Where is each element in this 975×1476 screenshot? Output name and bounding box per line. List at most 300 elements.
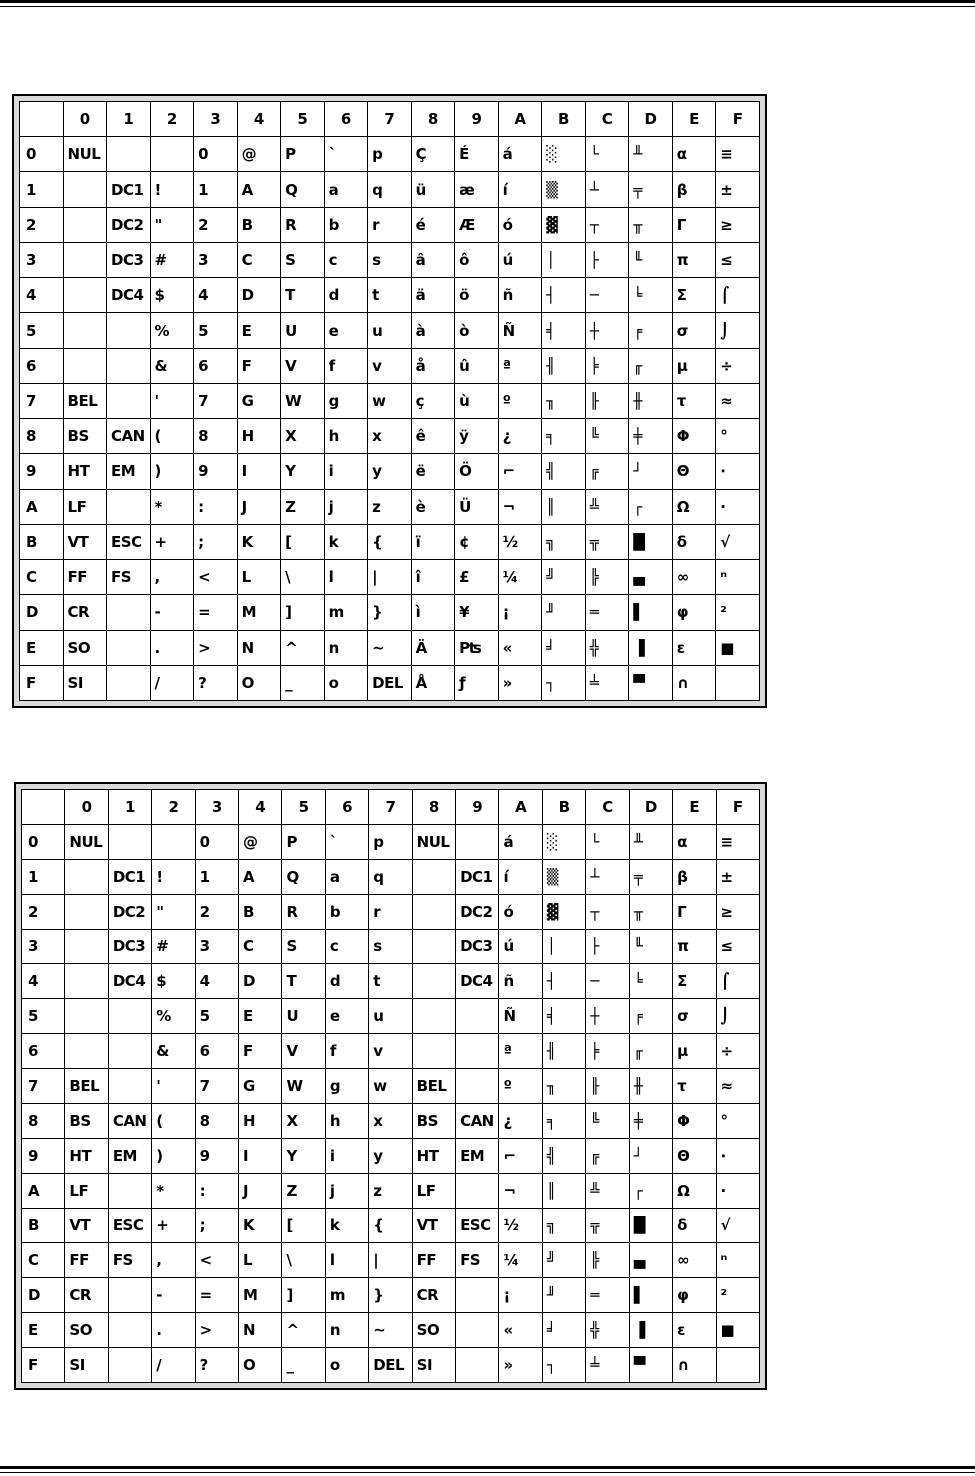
char-cell: ' <box>152 1069 195 1104</box>
char-cell: ÿ <box>455 419 499 454</box>
char-cell: , <box>150 560 194 595</box>
char-cell: ▒ <box>542 172 586 207</box>
char-cell: ≤ <box>716 929 760 964</box>
char-cell: ₧ <box>455 630 499 665</box>
char-cell: D <box>237 278 281 313</box>
table-row <box>20 489 760 524</box>
char-cell: \ <box>282 1243 325 1278</box>
char-cell: FS <box>107 560 151 595</box>
char-cell: FS <box>456 1243 499 1278</box>
char-cell: ╪ <box>629 1103 672 1138</box>
char-cell: ⁿ <box>716 560 760 595</box>
char-cell: ú <box>498 242 542 277</box>
char-cell: ■ <box>716 1313 760 1348</box>
char-cell: Ñ <box>499 999 542 1034</box>
column-header: 8 <box>412 790 455 825</box>
char-cell: ε <box>672 630 716 665</box>
char-cell <box>108 1173 151 1208</box>
char-cell <box>107 489 151 524</box>
column-header: 2 <box>152 790 195 825</box>
char-cell: EM <box>107 454 151 489</box>
char-cell: Z <box>281 489 325 524</box>
char-cell: ╫ <box>629 1069 672 1104</box>
char-cell: É <box>455 137 499 172</box>
header-row <box>22 790 760 825</box>
char-cell: _ <box>282 1348 325 1383</box>
char-cell <box>63 207 107 242</box>
char-cell <box>65 859 108 894</box>
table-row <box>22 1348 760 1383</box>
char-cell: ? <box>195 1348 238 1383</box>
char-cell <box>63 348 107 383</box>
column-header: F <box>716 102 760 137</box>
char-cell: NUL <box>412 824 455 859</box>
char-cell: CAN <box>107 419 151 454</box>
table-row <box>20 560 760 595</box>
char-cell <box>456 999 499 1034</box>
char-cell: U <box>281 313 325 348</box>
table-row <box>22 1103 760 1138</box>
char-cell: W <box>281 383 325 418</box>
char-cell: [ <box>281 524 325 559</box>
char-cell: ∞ <box>672 560 716 595</box>
char-cell: - <box>152 1278 195 1313</box>
char-cell: DC1 <box>456 859 499 894</box>
char-cell: ` <box>324 137 368 172</box>
char-cell: DC1 <box>108 859 151 894</box>
char-cell: ¡ <box>498 595 542 630</box>
char-cell: ° <box>716 1103 760 1138</box>
row-header: 5 <box>20 313 64 348</box>
row-header: 6 <box>20 348 64 383</box>
column-header: E <box>672 102 716 137</box>
char-cell: VT <box>65 1208 108 1243</box>
char-cell <box>108 1069 151 1104</box>
char-cell: ╒ <box>629 999 672 1034</box>
char-cell: + <box>150 524 194 559</box>
char-cell: ╦ <box>585 524 629 559</box>
char-cell: ^ <box>281 630 325 665</box>
char-cell: 7 <box>194 383 238 418</box>
char-cell: FS <box>108 1243 151 1278</box>
char-cell: CR <box>65 1278 108 1313</box>
char-cell: █ <box>629 524 673 559</box>
table-row <box>22 1243 760 1278</box>
char-cell: ç <box>411 383 455 418</box>
char-cell: ; <box>194 524 238 559</box>
char-cell: ▄ <box>629 1243 672 1278</box>
char-cell: b <box>324 207 368 242</box>
table-row <box>22 1069 760 1104</box>
char-cell: B <box>237 207 281 242</box>
char-cell: ╠ <box>585 560 629 595</box>
char-cell: l <box>325 1243 368 1278</box>
char-cell: ┬ <box>586 894 629 929</box>
char-cell: ? <box>194 665 238 700</box>
char-cell: ┴ <box>586 859 629 894</box>
char-cell: ╫ <box>629 383 673 418</box>
char-cell: ) <box>150 454 194 489</box>
char-cell: 1 <box>195 859 238 894</box>
char-cell: ╩ <box>586 1173 629 1208</box>
char-cell: σ <box>673 999 716 1034</box>
char-cell: ├ <box>586 929 629 964</box>
char-cell: ƒ <box>455 665 499 700</box>
char-cell: ½ <box>499 1208 542 1243</box>
char-cell: Ü <box>455 489 499 524</box>
char-cell: R <box>281 207 325 242</box>
char-cell: Æ <box>455 207 499 242</box>
char-cell: ▒ <box>542 859 585 894</box>
char-cell <box>108 824 151 859</box>
char-cell: o <box>325 1348 368 1383</box>
char-cell <box>107 665 151 700</box>
char-cell: ╘ <box>629 964 672 999</box>
char-cell: ~ <box>368 630 412 665</box>
row-header: 6 <box>22 1034 65 1069</box>
char-cell: ╜ <box>542 1278 585 1313</box>
char-cell: BS <box>65 1103 108 1138</box>
code-table-1 <box>19 101 760 701</box>
char-cell <box>108 1278 151 1313</box>
char-cell: SI <box>412 1348 455 1383</box>
char-cell: ▀ <box>629 1348 672 1383</box>
char-cell: ░ <box>542 824 585 859</box>
char-cell <box>108 999 151 1034</box>
char-cell: ═ <box>586 1278 629 1313</box>
char-cell: w <box>369 1069 412 1104</box>
char-cell: ║ <box>542 489 586 524</box>
char-cell: î <box>411 560 455 595</box>
char-cell: â <box>411 242 455 277</box>
char-cell: φ <box>673 1278 716 1313</box>
char-cell: ▓ <box>542 207 586 242</box>
column-header: 2 <box>150 102 194 137</box>
row-header: 8 <box>20 419 64 454</box>
char-cell: 7 <box>195 1069 238 1104</box>
char-cell <box>108 1034 151 1069</box>
char-cell <box>63 172 107 207</box>
char-cell: ┤ <box>542 278 586 313</box>
char-cell: E <box>237 313 281 348</box>
char-cell: β <box>673 859 716 894</box>
char-cell: 8 <box>195 1103 238 1138</box>
column-header: 4 <box>239 790 282 825</box>
char-cell: & <box>152 1034 195 1069</box>
char-cell <box>108 1348 151 1383</box>
char-cell: BS <box>63 419 107 454</box>
char-cell: 0 <box>194 137 238 172</box>
char-cell: } <box>369 1278 412 1313</box>
char-cell: └ <box>585 137 629 172</box>
row-header: 0 <box>20 137 64 172</box>
char-cell: │ <box>542 929 585 964</box>
char-cell: 3 <box>195 929 238 964</box>
char-cell <box>65 1034 108 1069</box>
char-cell: M <box>239 1278 282 1313</box>
column-header: F <box>716 790 760 825</box>
column-header: A <box>499 790 542 825</box>
char-cell: @ <box>237 137 281 172</box>
column-header: 7 <box>368 102 412 137</box>
char-cell: ╤ <box>629 859 672 894</box>
table-row <box>22 894 760 929</box>
char-cell: ù <box>455 383 499 418</box>
char-cell: BEL <box>412 1069 455 1104</box>
row-header: A <box>22 1173 65 1208</box>
char-cell: : <box>194 489 238 524</box>
table-row <box>22 1138 760 1173</box>
char-cell: D <box>239 964 282 999</box>
row-header: 9 <box>20 454 64 489</box>
char-cell: SI <box>65 1348 108 1383</box>
char-cell: ª <box>499 1034 542 1069</box>
char-cell: ⌡ <box>716 999 760 1034</box>
char-cell: ¿ <box>499 1103 542 1138</box>
char-cell: ñ <box>498 278 542 313</box>
char-cell: ¿ <box>498 419 542 454</box>
char-cell: O <box>239 1348 282 1383</box>
char-cell: < <box>195 1243 238 1278</box>
char-cell: g <box>324 383 368 418</box>
char-cell: Ö <box>455 454 499 489</box>
char-cell: ┬ <box>585 207 629 242</box>
char-cell: ╞ <box>585 348 629 383</box>
char-cell: CR <box>412 1278 455 1313</box>
char-cell: BEL <box>65 1069 108 1104</box>
char-cell: n <box>325 1313 368 1348</box>
char-cell: « <box>498 630 542 665</box>
char-cell: } <box>368 595 412 630</box>
char-cell: A <box>237 172 281 207</box>
table-row <box>20 630 760 665</box>
char-cell: M <box>237 595 281 630</box>
char-cell: DC3 <box>108 929 151 964</box>
char-cell: ─ <box>586 964 629 999</box>
char-cell: ESC <box>108 1208 151 1243</box>
column-header: 9 <box>455 102 499 137</box>
char-cell <box>456 1313 499 1348</box>
char-cell: G <box>239 1069 282 1104</box>
char-cell: τ <box>672 383 716 418</box>
char-cell: ú <box>499 929 542 964</box>
char-cell: ╙ <box>629 929 672 964</box>
char-cell: º <box>499 1069 542 1104</box>
column-header: 1 <box>108 790 151 825</box>
char-cell: N <box>237 630 281 665</box>
char-cell <box>456 1173 499 1208</box>
char-cell: ■ <box>716 630 760 665</box>
row-header: 4 <box>22 964 65 999</box>
char-cell: ⌐ <box>498 454 542 489</box>
char-cell: [ <box>282 1208 325 1243</box>
char-cell: n <box>324 630 368 665</box>
char-cell: ö <box>455 278 499 313</box>
char-cell: r <box>369 894 412 929</box>
char-cell: ª <box>498 348 542 383</box>
char-cell: I <box>237 454 281 489</box>
char-cell: ü <box>411 172 455 207</box>
char-cell: Σ <box>672 278 716 313</box>
char-cell: π <box>672 242 716 277</box>
table-row <box>22 824 760 859</box>
char-cell: ï <box>411 524 455 559</box>
char-cell: ≈ <box>716 383 760 418</box>
char-cell: ó <box>499 894 542 929</box>
char-cell: ▓ <box>542 894 585 929</box>
table-row <box>20 207 760 242</box>
char-cell: ╖ <box>542 383 586 418</box>
column-header: D <box>629 790 672 825</box>
char-cell: ╒ <box>629 313 673 348</box>
char-cell: Φ <box>672 419 716 454</box>
char-cell: i <box>325 1138 368 1173</box>
char-cell: DC2 <box>456 894 499 929</box>
char-cell: SO <box>65 1313 108 1348</box>
char-cell: ≤ <box>716 242 760 277</box>
char-cell <box>107 313 151 348</box>
char-cell: » <box>498 665 542 700</box>
table-row <box>22 1278 760 1313</box>
char-cell: @ <box>239 824 282 859</box>
char-cell: ⌠ <box>716 278 760 313</box>
char-cell: ┼ <box>586 999 629 1034</box>
row-header: F <box>20 665 64 700</box>
char-cell: ╥ <box>629 207 673 242</box>
char-cell: ╡ <box>542 313 586 348</box>
char-cell: DEL <box>369 1348 412 1383</box>
char-cell: ╖ <box>542 1069 585 1104</box>
bottom-rule <box>0 1466 975 1475</box>
table-row <box>20 595 760 630</box>
char-cell: ± <box>716 859 760 894</box>
char-cell: µ <box>672 348 716 383</box>
char-cell: R <box>282 894 325 929</box>
char-cell: m <box>324 595 368 630</box>
char-cell: s <box>368 242 412 277</box>
char-cell: ÷ <box>716 1034 760 1069</box>
char-cell: ▄ <box>629 560 673 595</box>
char-cell: w <box>368 383 412 418</box>
char-cell: 8 <box>194 419 238 454</box>
char-cell: O <box>237 665 281 700</box>
row-header: 1 <box>20 172 64 207</box>
char-cell: ⁿ <box>716 1243 760 1278</box>
char-cell: ┴ <box>585 172 629 207</box>
char-cell: . <box>152 1313 195 1348</box>
table-row <box>22 929 760 964</box>
char-cell: V <box>282 1034 325 1069</box>
column-header: 6 <box>324 102 368 137</box>
char-cell: DC2 <box>108 894 151 929</box>
char-cell: I <box>239 1138 282 1173</box>
char-cell: L <box>239 1243 282 1278</box>
char-cell <box>716 1348 760 1383</box>
char-cell: d <box>325 964 368 999</box>
char-cell <box>107 383 151 418</box>
char-cell: b <box>325 894 368 929</box>
char-cell: W <box>282 1069 325 1104</box>
char-cell: ╪ <box>629 419 673 454</box>
column-header: 4 <box>237 102 281 137</box>
char-cell: ┼ <box>585 313 629 348</box>
column-header: 5 <box>282 790 325 825</box>
char-cell: * <box>150 489 194 524</box>
char-cell: √ <box>716 1208 760 1243</box>
char-cell: Q <box>282 859 325 894</box>
char-cell: ╜ <box>542 595 586 630</box>
char-cell: P <box>281 137 325 172</box>
char-cell: NUL <box>65 824 108 859</box>
char-cell: ╩ <box>585 489 629 524</box>
char-cell: ) <box>152 1138 195 1173</box>
char-cell: 4 <box>195 964 238 999</box>
char-cell: é <box>411 207 455 242</box>
char-cell: ñ <box>499 964 542 999</box>
char-cell: C <box>237 242 281 277</box>
char-cell: ó <box>498 207 542 242</box>
char-cell: HT <box>65 1138 108 1173</box>
char-cell: ╗ <box>542 1208 585 1243</box>
row-header: 7 <box>22 1069 65 1104</box>
char-cell: DC3 <box>456 929 499 964</box>
column-header: 3 <box>195 790 238 825</box>
char-cell <box>412 1034 455 1069</box>
char-cell: ╞ <box>586 1034 629 1069</box>
char-cell: # <box>152 929 195 964</box>
table-row <box>20 665 760 700</box>
char-cell: X <box>282 1103 325 1138</box>
corner-cell <box>22 790 65 825</box>
char-cell <box>107 595 151 630</box>
char-cell: HT <box>412 1138 455 1173</box>
char-cell: z <box>368 489 412 524</box>
row-header: 8 <box>22 1103 65 1138</box>
char-cell: V <box>281 348 325 383</box>
table-row <box>22 1034 760 1069</box>
char-cell: ╙ <box>629 242 673 277</box>
table-row <box>20 242 760 277</box>
char-cell: a <box>325 859 368 894</box>
char-cell: " <box>152 894 195 929</box>
char-cell: y <box>368 454 412 489</box>
char-cell: Ω <box>672 489 716 524</box>
char-cell: S <box>281 242 325 277</box>
char-cell: EM <box>108 1138 151 1173</box>
char-cell: ┌ <box>629 489 673 524</box>
char-cell: v <box>368 348 412 383</box>
char-cell: Z <box>282 1173 325 1208</box>
char-cell: NUL <box>63 137 107 172</box>
header-row <box>20 102 760 137</box>
char-cell: # <box>150 242 194 277</box>
char-cell: φ <box>672 595 716 630</box>
char-cell: DC4 <box>107 278 151 313</box>
column-header: D <box>629 102 673 137</box>
char-cell: 6 <box>194 348 238 383</box>
char-cell: LF <box>65 1173 108 1208</box>
row-header: 4 <box>20 278 64 313</box>
char-cell: π <box>673 929 716 964</box>
char-cell: ╚ <box>585 419 629 454</box>
char-cell: √ <box>716 524 760 559</box>
char-cell: ╧ <box>585 665 629 700</box>
column-header: E <box>673 790 716 825</box>
char-cell: ≡ <box>716 137 760 172</box>
char-cell: ¢ <box>455 524 499 559</box>
char-cell: · <box>716 1173 760 1208</box>
char-cell: * <box>152 1173 195 1208</box>
